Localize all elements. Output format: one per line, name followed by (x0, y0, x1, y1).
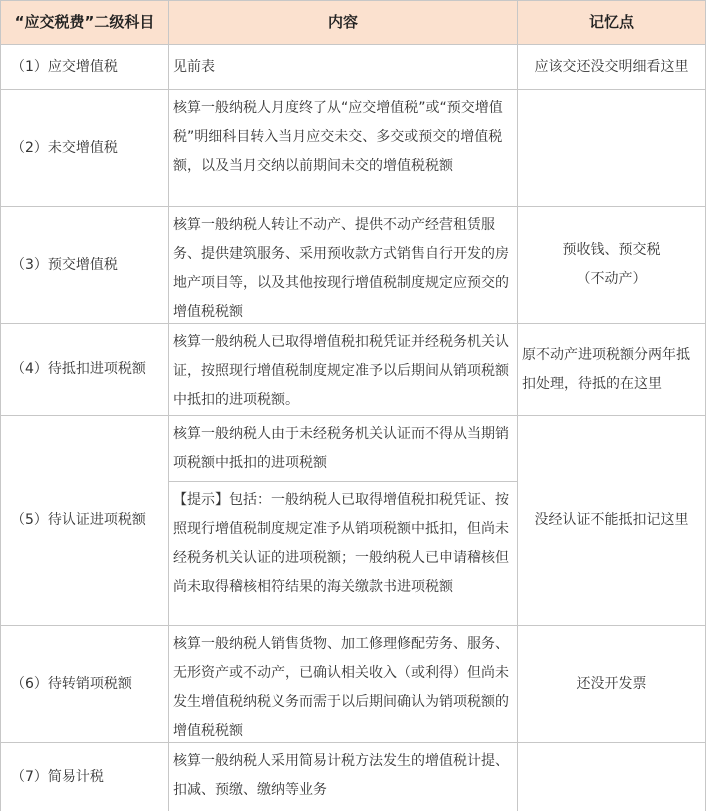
row-content-note: 【提示】包括：一般纳税人已取得增值税扣税凭证、按照现行增值税制度规定准予从销项税额中抵扣，但尚未经税务机关认证的进项税额；一般纳税人已申请稽核但尚未取得稽核相符结果的海关缴款书进项税额 (169, 481, 517, 625)
row-content: 核算一般纳税人月度终了从“应交增值税”或“预交增值税”明细科目转入当月应交未交、多交或预交的增值税额，以及当月交纳以前期间未交的增值税税额 (169, 90, 518, 206)
row-memo: 没经认证不能抵扣记这里 (534, 512, 689, 528)
row-memo-line: 预收钱、预交税 (562, 242, 661, 258)
row-content: 核算一般纳税人采用简易计税方法发生的增值税计提、扣减、预缴、缴纳等业务 (169, 743, 518, 811)
table-header-row (1, 1, 705, 45)
row-subaccount-name: （6）待转销项税额 (1, 626, 169, 742)
row-memo: 还没开发票 (576, 675, 647, 692)
table-row (1, 416, 705, 626)
table-row (1, 90, 705, 207)
row-subaccount-name: （4）待抵扣进项税额 (1, 324, 169, 415)
row-memo (518, 743, 705, 811)
header-memo: 记忆点 (588, 13, 634, 31)
table-row (1, 207, 705, 324)
row-content: 核算一般纳税人已取得增值税扣税凭证并经税务机关认证，按照现行增值税制度规定准予以后期间从销项税额中抵扣的进项税额。 (169, 324, 518, 415)
row-subaccount-name: （5）待认证进项税额 (1, 416, 169, 625)
header-subaccount: “应交税费”二级科目 (1, 1, 169, 44)
row-content: 核算一般纳税人销售货物、加工修理修配劳务、服务、无形资产或不动产，已确认相关收入（或利得）但尚未发生增值税纳税义务而需于以后期间确认为销项税额的增值税税额 (169, 626, 518, 742)
row-memo (518, 90, 705, 206)
row-subaccount-name: （3）预交增值税 (1, 207, 169, 323)
row-memo: 应该交还没交明细看这里 (534, 58, 689, 75)
table-row (1, 743, 705, 811)
header-content: 内容 (169, 1, 518, 44)
row-subaccount-name: （7）简易计税 (1, 743, 169, 811)
row-content: 核算一般纳税人转让不动产、提供不动产经营租赁服务、提供建筑服务、采用预收款方式销售自行开发的房地产项目等，以及其他按现行增值税制度规定应预交的增值税税额 (169, 207, 518, 323)
row-memo: 原不动产进项税额分两年抵扣处理，待抵的在这里 (522, 346, 690, 392)
row-content-split (169, 416, 518, 625)
row-memo (518, 207, 705, 323)
row-content: 见前表 (169, 45, 518, 89)
table-row (1, 626, 705, 743)
row-content: 核算一般纳税人由于未经税务机关认证而不得从当期销项税额中抵扣的进项税额 (173, 426, 509, 471)
row-subaccount-name: （1）应交增值税 (1, 45, 169, 89)
row-subaccount-name: （2）未交增值税 (1, 90, 169, 206)
table-row (1, 45, 705, 90)
table-row (1, 324, 705, 416)
row-memo-line: （不动产） (576, 271, 647, 287)
